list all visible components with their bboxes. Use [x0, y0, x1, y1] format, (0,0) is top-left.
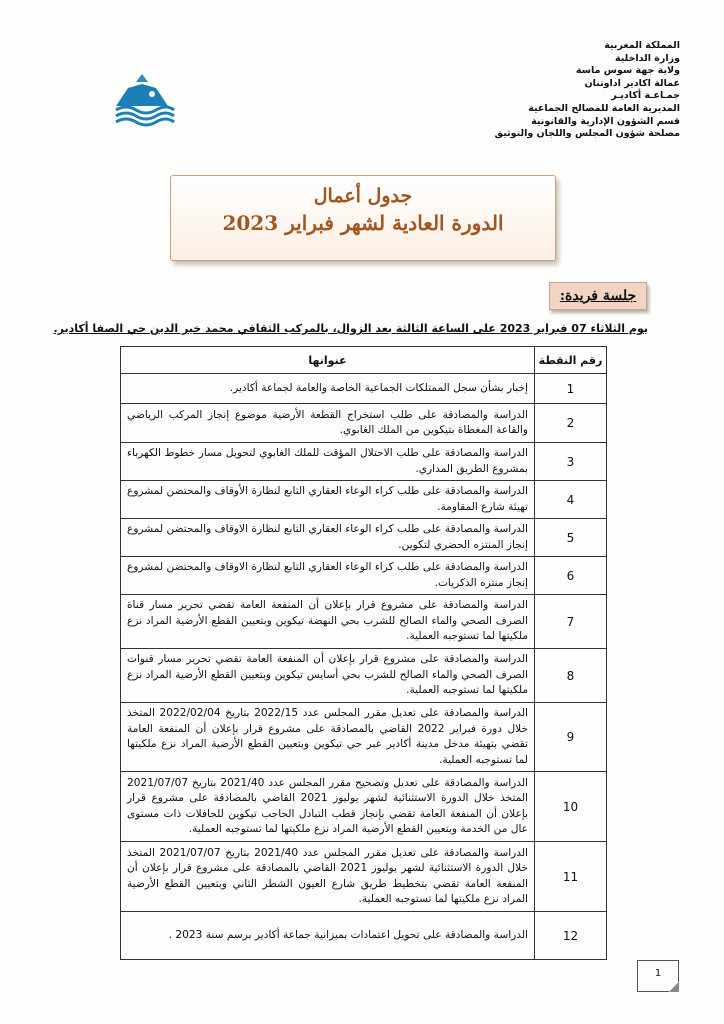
table-row — [121, 595, 607, 649]
row-title: الدراسة والمصادقة على طلب استخراج القطعة الأرضية موضوع إنجاز المركب الرياضي والقاعة المغطاة بتيكوين من الملك الغابوي. — [121, 404, 535, 443]
administrative-header — [450, 40, 680, 141]
header-line: وزارة الداخلية — [615, 52, 680, 64]
row-title: الدراسة والمصادقة على مشروع قرار بإعلان أن المنفعة العامة تقضي تحرير مسار قناة الصرف الصحي والماء الصالح للشرب بحي النهضة تيكوين وبتعيين القطع الأرضية المراد نزع ملكيتها لما تستوجبه العملية. — [121, 595, 535, 649]
row-number: 5 — [535, 519, 607, 557]
row-number: 6 — [535, 557, 607, 595]
row-title: الدراسة والمصادقة على تعديل مقرر المجلس عدد 2021/40 بتاريخ 2021/07/07 المتخذ خلال الدورة الاستثنائية لشهر يوليوز 2021 القاضي بالمصادقة على مشروع قرار بإعلان أن المنفعة العامة تقضي بتخطيط طريق شارع العيون الشطر الثاني وبتعيين القطع الأرضية المراد نزع ملكيتها لما تستوجبه العملية. — [121, 842, 535, 912]
header-line: عمالة اكادير اداوتنان — [584, 77, 680, 89]
session-label: جلسة فريدة: — [549, 282, 647, 310]
row-number: 11 — [535, 842, 607, 912]
row-number: 7 — [535, 595, 607, 649]
row-title: الدراسة والمصادقة على تحويل اعتمادات بميزانية جماعة أكادير برسم سنة 2023 . — [121, 912, 535, 960]
page-number: 1 — [637, 960, 679, 992]
header-line: المديرية العامة للمصالح الجماعية — [528, 102, 680, 114]
agadir-logo — [108, 70, 176, 150]
table-row — [121, 912, 607, 960]
table-row — [121, 842, 607, 912]
table-header-row — [121, 347, 607, 374]
row-number: 10 — [535, 772, 607, 842]
row-title: الدراسة والمصادقة على تعديل مقرر المجلس عدد 2022/15 بتاريخ 2022/02/04 المتخذ خلال دورة فبراير 2022 القاضي بالمصادقة على مشروع قرار بإعلان أن المنفعة العامة تقضي بتهيئة مدخل مدينة أكادير عبر حي تيكوين وبتعيين القطع الأرضية المراد نزع ملكيتها لما تستوجبه العملية. — [121, 703, 535, 772]
row-number: 12 — [535, 912, 607, 960]
column-header-number: رقم النقطة — [535, 347, 607, 374]
agenda-title-box — [170, 175, 556, 261]
table-row — [121, 649, 607, 703]
table-row — [121, 557, 607, 595]
title-line-1: جدول أعمال — [313, 185, 413, 207]
row-number: 4 — [535, 481, 607, 519]
header-line: جمـاعـة أكاديـر — [611, 90, 680, 102]
table-row — [121, 772, 607, 842]
header-line: ولاية جهة سوس ماسة — [575, 65, 680, 77]
row-title: الدراسة والمصادقة على طلب كراء الوعاء العقاري التابع لنظارة الأوقاف والمحتضن لمشروع تهيئة شارع المقاومة. — [121, 481, 535, 519]
table-row — [121, 443, 607, 481]
row-number: 8 — [535, 649, 607, 703]
row-title: الدراسة والمصادقة على مشروع قرار بإعلان أن المنفعة العامة تقضي تحرير مسار قنوات الصرف الصحي والماء الصالح للشرب بحي أسايس تيكوين وبتعيين القطع الأرضية المراد نزع ملكيتها لما تستوجبه العملية. — [121, 649, 535, 703]
header-line: المملكة المغربية — [604, 40, 680, 51]
header-line: مصلحة شؤون المجلس واللجان والتوثيق — [494, 128, 680, 140]
header-line: قسم الشؤون الإدارية والقانونية — [531, 115, 680, 127]
table-row — [121, 404, 607, 443]
table-row — [121, 481, 607, 519]
title-line-2: الدورة العادية لشهر فبراير 2023 — [222, 211, 504, 235]
row-title: الدراسة والمصادقة على طلب كراء الوعاء العقاري التابع لنظارة الاوقاف والمحتضن لمشروع إنجاز المنتزه الحضري لتكوين. — [121, 519, 535, 557]
row-title: الدراسة والمصادقة على طلب الاحتلال المؤقت للملك الغابوي لتحويل مسار خطوط الكهرباء بمشروع الطريق المداري. — [121, 443, 535, 481]
row-number: 3 — [535, 443, 607, 481]
column-header-title: عنوانها — [121, 347, 535, 374]
row-number: 1 — [535, 374, 607, 404]
table-row — [121, 519, 607, 557]
row-title: إخبار بشأن سجل الممتلكات الجماعية الخاصة والعامة لجماعة أكادير. — [121, 374, 535, 404]
row-title: الدراسة والمصادقة على طلب كراء الوعاء العقاري التابع لنظارة الاوقاف والمحتضن لمشروع إنجاز منتزه الذكريات. — [121, 557, 535, 595]
agenda-table — [120, 346, 607, 960]
row-number: 2 — [535, 404, 607, 443]
row-number: 9 — [535, 703, 607, 772]
meeting-details: يوم الثلاثاء 07 فبراير 2023 على الساعة الثالثة بعد الزوال، بالمركب الثقافي محمد خير الدين حي الصفا أكادير. — [53, 322, 648, 335]
table-row — [121, 374, 607, 404]
table-row — [121, 703, 607, 772]
row-title: الدراسة والمصادقة على تعديل وتصحيح مقرر المجلس عدد 2021/40 بتاريخ 2021/07/07 المتخذ خلال الدورة الاستثنائية لشهر يوليوز 2021 القاضي بالمصادقة على مشروع قرار بإعلان أن المنفعة العامة تقضي بإنجاز قطب التبادل الحاجب تيكوين للحافلات ذات مستوى عال من الخدمة وبتعيين القطع الأرضية المراد نزع ملكيتها لما تستوجبه العملية. — [121, 772, 535, 842]
